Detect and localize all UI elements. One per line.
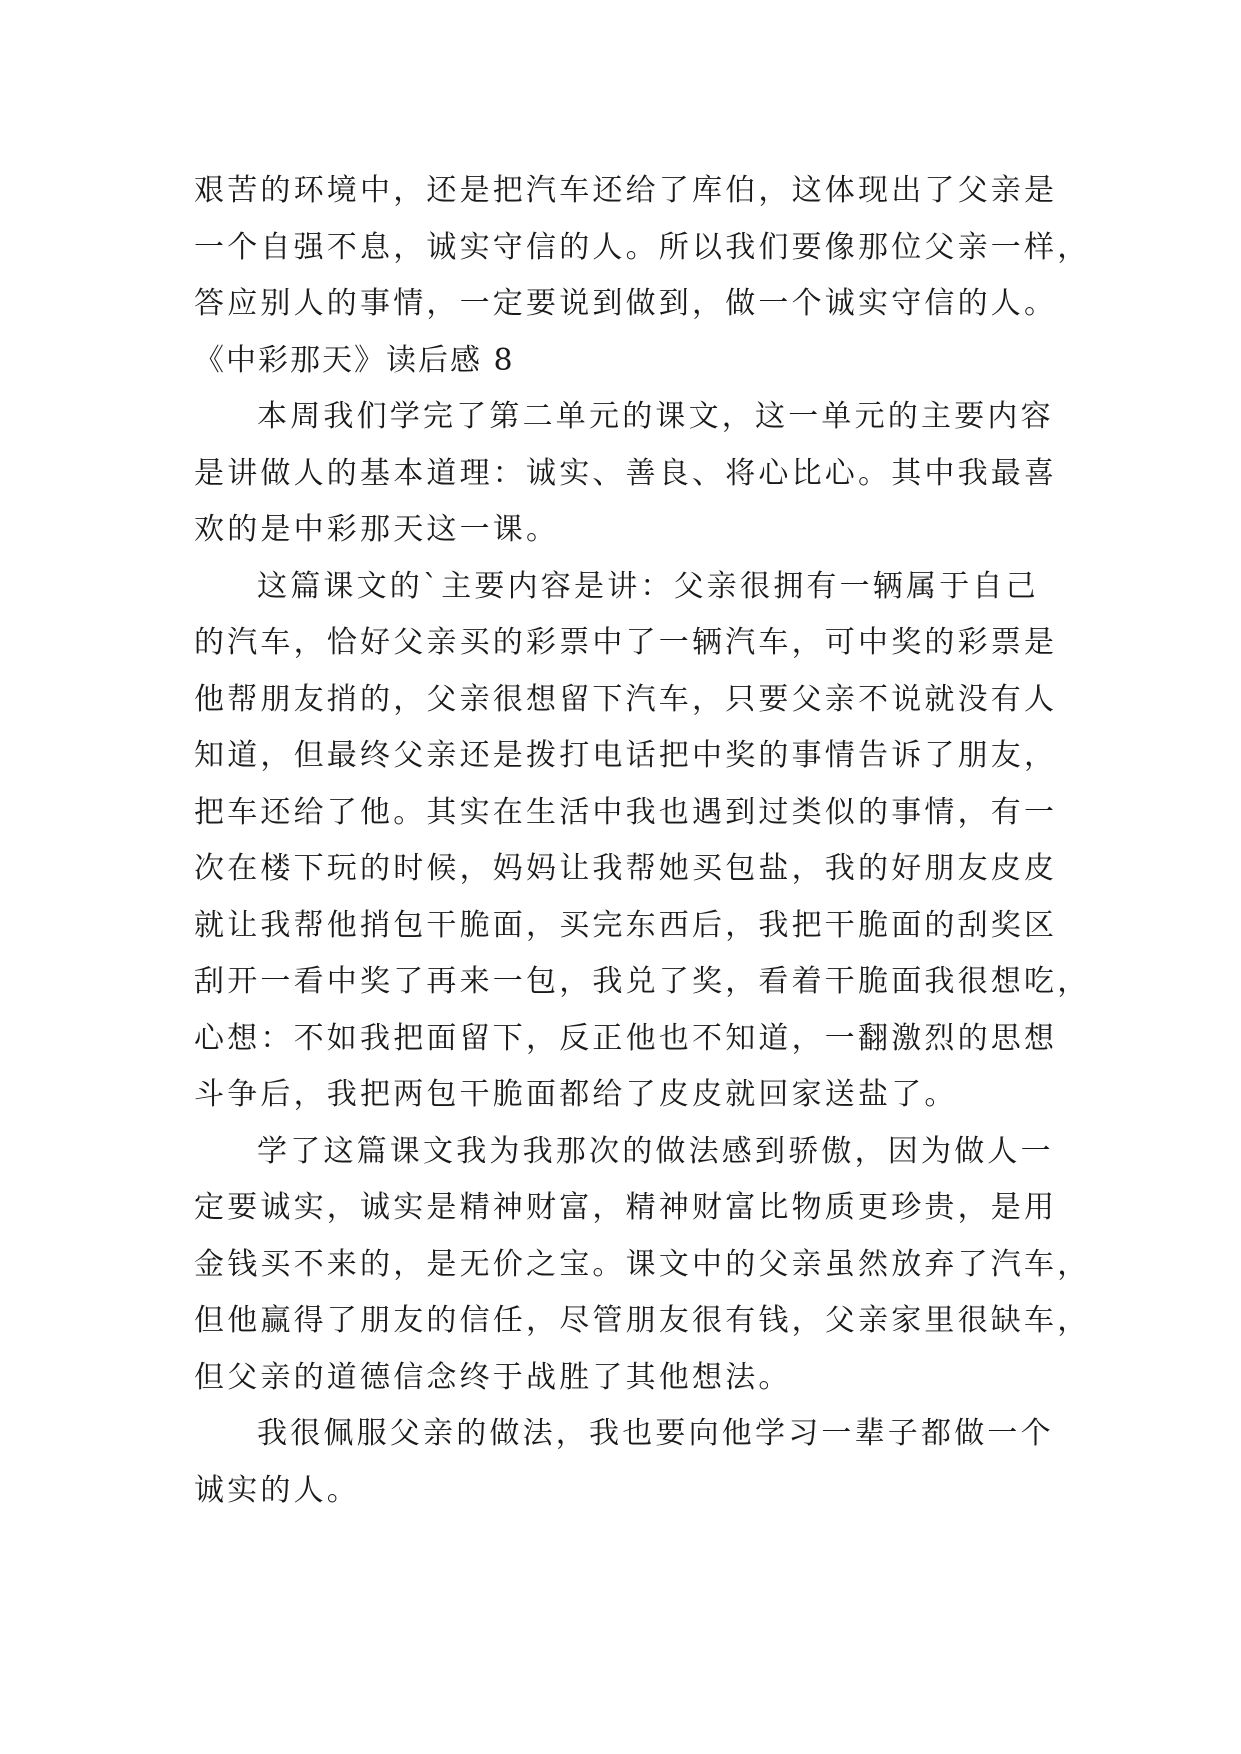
text-line: 他帮朋友捎的，父亲很想留下汽车，只要父亲不说就没有人	[194, 681, 1058, 717]
text-line: 定要诚实，诚实是精神财富，精神财富比物质更珍贵，是用	[194, 1190, 1058, 1225]
text-line: 诚实的人。	[194, 1472, 360, 1508]
text-line: 艰苦的环境中，还是把汽车还给了库伯，这体现出了父亲是	[194, 173, 1058, 208]
text-line: 答应别人的事情，一定要说到做到，做一个诚实守信的人。	[194, 286, 1058, 321]
text-line: 刮开一看中奖了再来一包，我兑了奖，看着干脆面我很想吃，	[194, 964, 1091, 999]
text-line: 的汽车，恰好父亲买的彩票中了一辆汽车，可中奖的彩票是	[194, 625, 1058, 660]
text-line: 但他赢得了朋友的信任，尽管朋友很有钱，父亲家里很缺车，	[194, 1303, 1091, 1338]
text-line: 我很佩服父亲的做法，我也要向他学习一辈子都做一个	[257, 1416, 1054, 1451]
section-title: 《中彩那天》读后感 8	[194, 342, 515, 378]
text-line: 心想：不如我把面留下，反正他也不知道，一翻激烈的思想	[194, 1020, 1058, 1056]
text-line: 金钱买不来的，是无价之宝。课文中的父亲虽然放弃了汽车，	[194, 1246, 1091, 1282]
text-line: 欢的是中彩那天这一课。	[194, 512, 560, 547]
document-body	[194, 163, 1091, 1519]
text-line: 斗争后，我把两包干脆面都给了皮皮就回家送盐了。	[194, 1077, 958, 1112]
text-line: 但父亲的道德信念终于战胜了其他想法。	[194, 1359, 792, 1395]
text-line: 学了这篇课文我为我那次的做法感到骄傲，因为做人一	[257, 1133, 1054, 1169]
text-line: 把车还给了他。其实在生活中我也遇到过类似的事情，有一	[194, 794, 1058, 830]
text-line: 这篇课文的`主要内容是讲：父亲很拥有一辆属于自己	[257, 568, 1039, 604]
text-line: 次在楼下玩的时候，妈妈让我帮她买包盐，我的好朋友皮皮	[194, 851, 1058, 886]
text-line: 一个自强不息，诚实守信的人。所以我们要像那位父亲一样，	[194, 229, 1091, 265]
text-line: 本周我们学完了第二单元的课文，这一单元的主要内容	[257, 399, 1054, 434]
text-line: 知道，但最终父亲还是拨打电话把中奖的事情告诉了朋友，	[194, 738, 1058, 773]
text-line: 是讲做人的基本道理：诚实、善良、将心比心。其中我最喜	[194, 455, 1058, 491]
text-line: 就让我帮他捎包干脆面，买完东西后，我把干脆面的刮奖区	[194, 907, 1058, 943]
